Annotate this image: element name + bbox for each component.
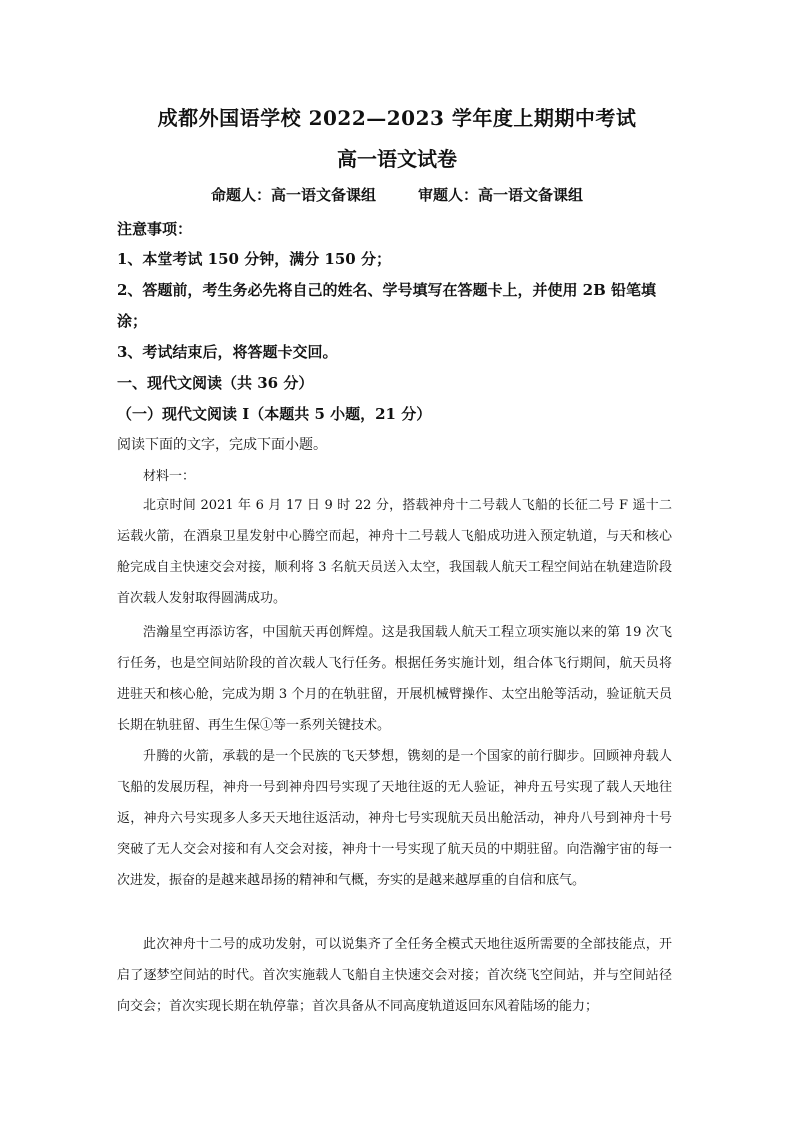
exam-subtitle: 高一语文试卷 [337,147,457,171]
notice-item-2-line-1: 2、答题前，考生务必先将自己的姓名、学号填写在答题卡上，并使用 2B 铅笔填 [117,281,657,299]
setter-label: 命题人：高一语文备课组 [210,186,376,204]
reading-instruction: 阅读下面的文字，完成下面小题。 [117,437,327,453]
notice-item-1: 1、本堂考试 150 分钟，满分 150 分； [117,250,391,268]
paragraph-3: 升腾的火箭，承载的是一个民族的飞天梦想，镌刻的是一个国家的前行脚步。回顾神舟载人飞船的发展历程，神舟一号到神舟四号实现了天地往返的无人验证，神舟五号实现了载人天地往返，神舟六号实现多人多天天地往返活动，神舟七号实现航天员出舱活动，神舟八号到神舟十号突破了无人交会对接和有人交会对接，神舟十一号实现了航天员的中期驻留。向浩瀚宇宙的每一次进发，振奋的是越来越昂扬的精神和气概，夯实的是越来越厚重的自信和底气。 [117,749,672,888]
notice-heading: 注意事项： [117,220,193,238]
reviewer-label: 审题人：高一语文备课组 [418,186,584,204]
paragraph-4: 此次神舟十二号的成功发射，可以说集齐了全任务全模式天地往返所需要的全部技能点，开启了逐梦空间站的时代。首次实施载人飞船自主快速交会对接；首次绕飞空间站，并与空间站径向交会；首次实现长期在轨停靠；首次具备从不同高度轨道返回东风着陆场的能力； [117,937,672,1014]
paragraph-1: 北京时间 2021 年 6 月 17 日 9 时 22 分，搭载神舟十二号载人飞船的长征二号 F 遥十二运载火箭，在酒泉卫星发射中心腾空而起，神舟十二号载人飞船成功进入预定轨道，与天和核心舱完成自主快速交会对接，顺利将 3 名航天员送入太空，我国载人航天工程空间站在轨建造阶段首次载人发射取得圆满成功。 [117,498,672,606]
notice-item-2-line-2: 涂； [117,312,148,330]
subsection-heading: （一）现代文阅读 I（本题共 5 小题，21 分） [117,405,432,423]
author-line [0,184,794,206]
exam-title: 成都外国语学校 2022—2023 学年度上期期中考试 [157,106,637,130]
material-label: 材料一： [143,469,196,484]
section-heading: 一、现代文阅读（共 36 分） [117,374,314,392]
paragraph-2: 浩瀚星空再添访客，中国航天再创辉煌。这是我国载人航天工程立项实施以来的第 19 次飞行任务，也是空间站阶段的首次载人飞行任务。根据任务实施计划，组合体飞行期间，航天员将进驻天和核心舱，完成为期 3 个月的在轨驻留，开展机械臂操作、太空出舱等活动，验证航天员长期在轨驻留、再生生保①等一系列关键技术。 [117,625,672,733]
notice-item-3: 3、考试结束后，将答题卡交回。 [117,343,338,361]
